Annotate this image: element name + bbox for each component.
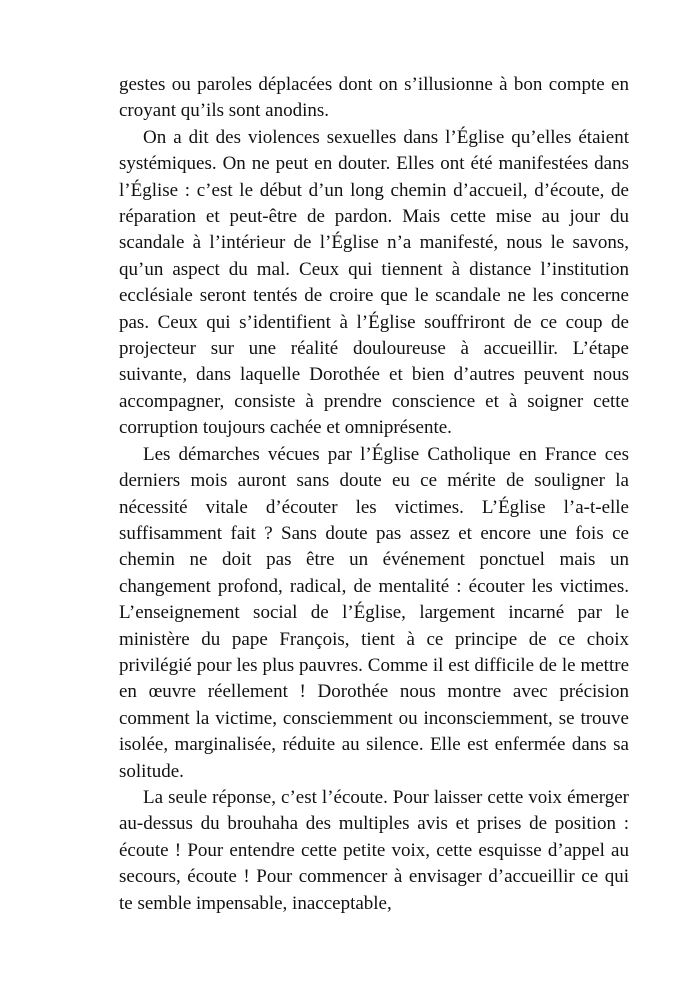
paragraph-systemic-violence: On a dit des violences sexuelles dans l’Église qu’elles étaient systémiques. On ne peut en douter. Elles ont été manifestées dans l’Église : c’est le début d’un long chemin d’accueil, d’écoute, de réparation et peut-être de pardon. Mais cette mise au jour du scandale à l’intérieur de l’Église n’a manifesté, nous le savons, qu’un aspect du mal. Ceux qui tiennent à distance l’institution ecclésiale seront tentés de croire que le scandale ne les concerne pas. Ceux qui s’identifient à l’Église souffriront de ce coup de projecteur sur une réalité douloureuse à accueillir. L’étape suivante, dans laquelle Dorothée et bien d’autres peuvent nous accompagner, consiste à prendre conscience et à soigner cette corruption toujours cachée et omniprésente. <box>119 126 629 439</box>
paragraph-only-answer: La seule réponse, c’est l’écoute. Pour laisser cette voix émerger au-dessus du brouhaha des multiples avis et prises de position : écoute ! Pour entendre cette petite voix, cette esquisse d’appel au secours, écoute ! Pour commencer à envisager d’accueillir ce qui te semble impensable, inacceptable, <box>119 786 629 914</box>
paragraph-continuation: gestes ou paroles déplacées dont on s’illusionne à bon compte en croyant qu’ils sont anodins. <box>119 74 629 122</box>
document-page <box>119 72 629 917</box>
paragraph-listening-victims: Les démarches vécues par l’Église Catholique en France ces derniers mois auront sans doute eu ce mérite de souligner la nécessité vitale d’écouter les victimes. L’Église l’a-t-elle suffisamment fait ? Sans doute pas assez et encore une fois ce chemin ne doit pas être un événement ponctuel mais un changement profond, radical, de mentalité : écouter les victimes. L’enseignement social de l’Église, largement incarné par le ministère du pape François, tient à ce principe de ce choix privilégié pour les plus pauvres. Comme il est difficile de le mettre en œuvre réellement ! Dorothée nous montre avec précision comment la victime, consciemment ou inconsciemment, se trouve isolée, marginalisée, réduite au silence. Elle est enfermée dans sa solitude. <box>119 443 629 782</box>
